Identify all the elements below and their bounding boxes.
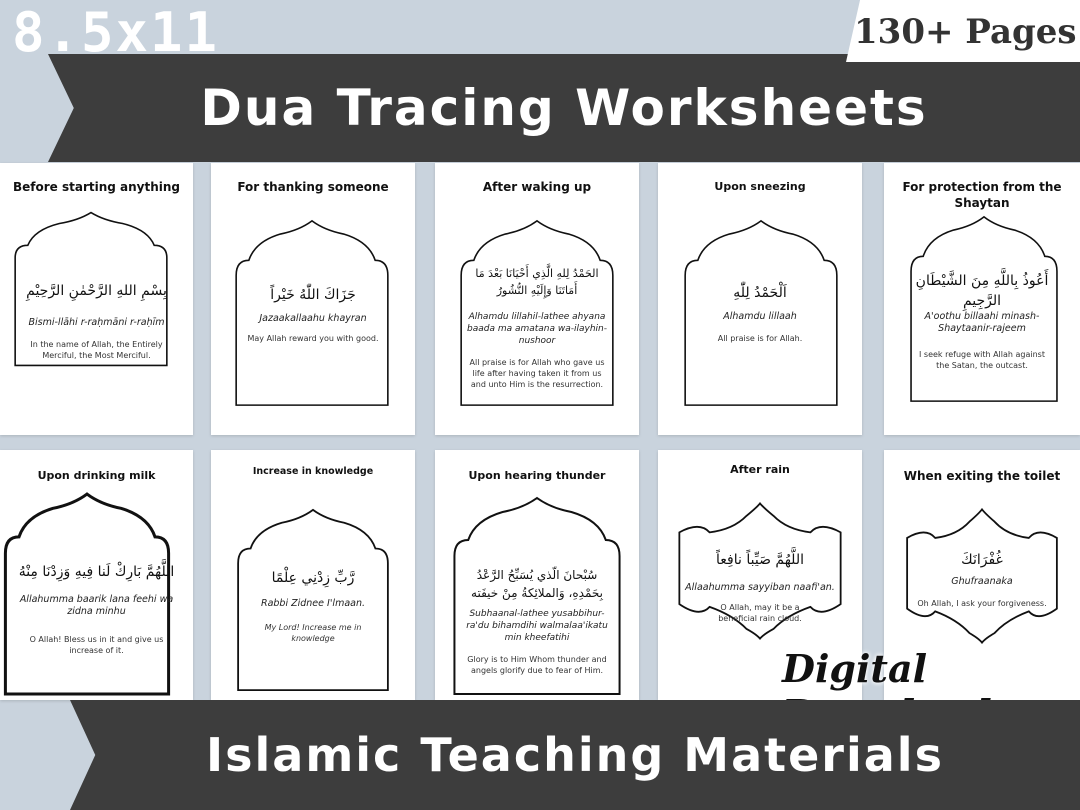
meaning-text: All praise is for Allah. (717, 334, 803, 343)
card-title: Before starting anything (12, 180, 181, 194)
transliteration: Bismi-llāhi r-raḥmāni r-raḥīm (28, 317, 165, 328)
worksheet-card (658, 163, 862, 435)
meaning-text: Glory is to Him Whom thunder and angels glorify due to fear of Him. (467, 655, 607, 675)
arabic-text: اللَّهُمَّ صَيِّباً نافِعاً (716, 552, 804, 568)
transliteration: Allaahumma sayyiban naafi'an. (685, 582, 835, 593)
arabic-text: جَزَاكَ اللّٰهُ خَيْراً (270, 287, 356, 303)
arabic-text: سُبْحانَ الّذي يُسَبِّحُ الرَّعْدُ بِحَمْدِهِ، وَالملائِكةُ مِنْ خيفَته (471, 568, 603, 600)
transliteration: Rabbi Zidnee I'lmaan. (260, 598, 366, 609)
meaning-text: In the name of Allah, the Entirely Merciful, the Most Merciful. (30, 340, 163, 360)
transliteration: Alhamdu lillahil-lathee ahyana baada ma amatana wa-ilayhin-nushoor (466, 312, 608, 346)
card-title: After rain (730, 463, 790, 476)
size-label: 8.5x11 (12, 1, 220, 64)
arabic-text: بِسْمِ اللهِ الرَّحْمٰنِ الرَّحِيْمِ (26, 283, 167, 299)
worksheet-card (0, 450, 193, 700)
arabic-text: رَّبِّ زِدْنِي عِلْمًا (271, 570, 355, 586)
card-title: When exiting the toilet (903, 469, 1061, 483)
meaning-text: May Allah reward you with good. (247, 334, 379, 343)
meaning-text: O Allah, may it be a beneficial rain cloud. (718, 603, 802, 623)
transliteration: Subhaanal-lathee yusabbihur-ra'du bihamdihi walmalaa'ikatu min kheefatihi (466, 609, 608, 643)
main-title: Dua Tracing Worksheets (200, 79, 928, 137)
arabic-text: غُفْرَانَكَ (961, 552, 1003, 568)
meaning-text: I seek refuge with Allah against the Satan, the outcast. (919, 350, 1045, 370)
card-title: After waking up (482, 180, 592, 194)
transliteration: A'oothu billaahi minash-Shaytaanir-rajeem (924, 311, 1040, 334)
transliteration: Jazaakallaahu khayran (259, 313, 367, 324)
transliteration: Allahumma baarik lana feehi wa zidna minhu (19, 594, 174, 617)
worksheet-card (435, 450, 639, 700)
bottom-title: Islamic Teaching Materials (206, 728, 944, 782)
worksheet-card (884, 163, 1080, 435)
digital-download-label: Digital (782, 646, 928, 691)
meaning-text: Oh Allah, I ask your forgiveness. (917, 599, 1047, 608)
card-title: Upon drinking milk (37, 469, 156, 482)
worksheet-card (435, 163, 639, 435)
card-title: Upon hearing thunder (468, 469, 606, 482)
meaning-text: My Lord! Increase me in knowledge (264, 623, 362, 643)
worksheet-card (211, 163, 415, 435)
meaning-text: O Allah! Bless us in it and give us increase of it. (29, 635, 164, 655)
arabic-text: اَلْحَمْدُ لِلّٰهِ (733, 285, 787, 301)
pages-badge-text: 130+ Pages (854, 12, 1077, 52)
card-title: Upon sneezing (714, 180, 806, 193)
arabic-text: اللَّهُمَّ بَارِكْ لَنا فِيهِ وَزِدْنَا مِنْهُ (18, 564, 175, 580)
transliteration: Alhamdu lillaah (723, 311, 797, 322)
card-title: For thanking someone (237, 180, 389, 194)
card-title: Increase in knowledge (252, 466, 374, 477)
card-title: For protection from the Shaytan (902, 180, 1062, 210)
arabic-text: الحَمْدُ لِلهِ الَّذِي أَحْيَانَا بَعْدَ مَا أَمَاتَنَا وَإِلَيْهِ النُّشُورُ (475, 267, 599, 297)
arabic-text: أَعُوذُ بِاللَّهِ مِنَ الشَّيْطَانِ الرَّجِيمِ (915, 273, 1049, 309)
worksheet-card (0, 163, 193, 435)
transliteration: Ghufraanaka (951, 576, 1013, 587)
meaning-text: All praise is for Allah who gave us life after having taken it from us and unto Him is the resurrection. (469, 358, 605, 389)
worksheet-card (211, 450, 415, 700)
